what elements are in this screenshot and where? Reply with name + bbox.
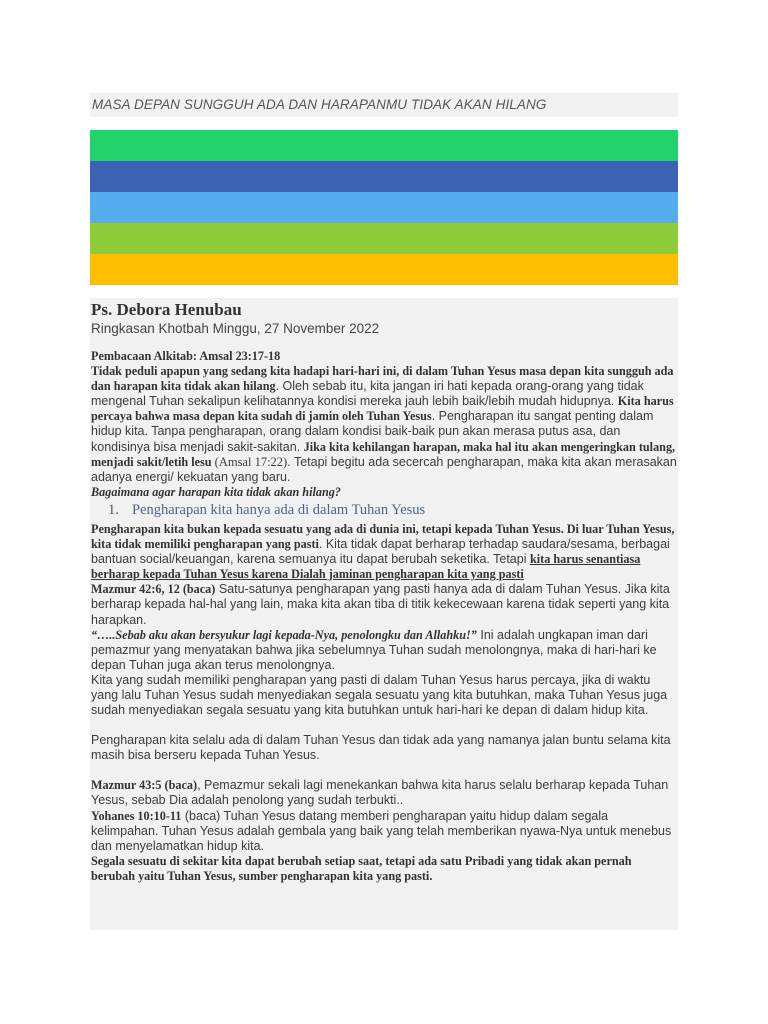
mazmur43-reference: Mazmur 43:5 (baca) <box>91 778 198 793</box>
sermon-subtitle: Ringkasan Khotbah Minggu, 27 November 2022 <box>91 321 380 336</box>
intro-text-2: . Pengharapan itu sangat penting dalam hidup kita. Tanpa pengharapan, orang dalam kondisi baik-baik pun akan merasa putus asa, dan kondisinya bisa menjadi sakit-sakitan. <box>91 409 654 454</box>
document-title: MASA DEPAN SUNGGUH ADA DAN HARAPANMU TIDAK AKAN HILANG <box>90 93 678 117</box>
paragraph-mazmur43 <box>91 778 678 808</box>
yohanes-reference: Yohanes 10:10-11 <box>91 808 182 823</box>
intro-reference: (Amsal 17:22) <box>211 454 288 469</box>
key-question: Bagaimana agar harapan kita tidak akan hilang? <box>91 484 341 499</box>
mazmur43-text: , Pemazmur sekali lagi menekankan bahwa kita harus selalu berharap kepada Tuhan Yesus, sebab Dia adalah penolong yang sudah terbukti.. <box>91 778 669 808</box>
paragraph-intro <box>91 364 678 485</box>
s1-text: . Kita tidak dapat berharap terhadap saudara/sesama, berbagai bantuan social/keuangan, karena semuanya itu dapat berubah seketika. Tetapi <box>91 537 670 567</box>
s1-bold: Pengharapan kita bukan kepada sesuatu yang ada di dunia ini, tetapi kepada Tuhan Yesus. Di luar Tuhan Yesus, kita tidak memiliki pengharapan yang pasti <box>91 521 675 552</box>
stripe-blue <box>90 161 678 192</box>
yohanes-text: (baca) Tuhan Yesus datang memberi pengharapan yaitu hidup dalam segala kelimpahan. Tuhan Yesus adalah gembala yang baik yang telah memberikan nyawa-Nya untuk menebus dan menyelamatkan hidup kita. <box>91 808 672 853</box>
psalm-quote: “…..Sebab aku akan bersyukur lagi kepada-Nya, penolongku dan Allahku!” <box>91 627 477 642</box>
stripe-green <box>90 130 678 161</box>
section-title: Pengharapan kita hanya ada di dalam Tuhan Yesus <box>132 501 426 518</box>
s1-bold-underline: kita harus senantiasa berharap kepada Tuhan Yesus karena Dialah jaminan pengharapan kita yang pasti <box>91 552 641 582</box>
mazmur42-text: Satu-satunya pengharapan yang pasti hanya ada di dalam Tuhan Yesus. Jika kita berharap kepada hal-hal yang lain, maka kita akan tiba di titik kekecewaan karena tidak seperti yang kita harapkan. <box>91 582 670 627</box>
sermon-content <box>90 298 678 930</box>
intro-bold-3: Jika kita kehilangan harapan, maka hal itu akan mengeringkan tulang, menjadi sakit/letih lesu <box>91 439 676 469</box>
color-stripes-banner <box>90 130 678 285</box>
paragraph-faith: Kita yang sudah memiliki pengharapan yang pasti di dalam Tuhan Yesus harus percaya, jika di waktu yang lalu Tuhan Yesus sudah menyediakan segala sesuatu yang kita butuhkan, maka Tuhan Yesus juga sudah menyediakan segala sesuatu yang kita butuhkan untuk hari-hari ke depan di dalam hidup kita. <box>91 672 668 718</box>
paragraph-mazmur42 <box>91 582 678 627</box>
stripe-yellow <box>90 254 678 285</box>
section-heading-1 <box>91 501 678 520</box>
section-number: 1. <box>108 501 119 518</box>
closing-statement: Segala sesuatu di sekitar kita dapat berubah setiap saat, tetapi ada satu Pribadi yang tidak akan pernah berubah yaitu Tuhan Yesus, sumber pengharapan kita yang pasti. <box>91 853 632 883</box>
paragraph-section1 <box>91 522 678 582</box>
mazmur42-reference: Mazmur 42:6, 12 (baca) <box>91 582 216 597</box>
paragraph-hope: Pengharapan kita selalu ada di dalam Tuhan Yesus dan tidak ada yang namanya jalan buntu selama kita masih bisa berseru kepada Tuhan Yesus. <box>91 733 671 763</box>
intro-bold-1: Tidak peduli apapun yang sedang kita hadapi hari-hari ini, di dalam Tuhan Yesus masa depan kita sungguh ada dan harapan kita tidak akan hilang <box>91 364 674 394</box>
quote-explanation: Ini adalah ungkapan iman dari pemazmur yang menyatakan bahwa jika sebelumnya Tuhan sudah menolongnya, maka di hari-hari ke depan Tuhan juga akan terus menolongnya. <box>91 627 657 672</box>
stripe-lime <box>90 223 678 254</box>
intro-text-1: . Oleh sebab itu, kita jangan iri hati kepada orang-orang yang tidak mengenal Tuhan sekalipun kelihatannya kondisi mereka jauh lebih baik/lebih mudah hidupnya. <box>91 379 644 409</box>
scripture-reading: Pembacaan Alkitab: Amsal 23:17-18 <box>91 349 281 363</box>
paragraph-quote <box>91 628 678 673</box>
author-name: Ps. Debora Henubau <box>91 300 242 319</box>
paragraph-yohanes <box>91 809 678 854</box>
intro-text-3: . Tetapi begitu ada secercah pengharapan, maka kita akan merasakan adanya energi/ kekuatan yang baru. <box>91 454 677 484</box>
intro-bold-2: Kita harus percaya bahwa masa depan kita sudah di jamin oleh Tuhan Yesus <box>91 394 674 424</box>
stripe-light-blue <box>90 192 678 223</box>
